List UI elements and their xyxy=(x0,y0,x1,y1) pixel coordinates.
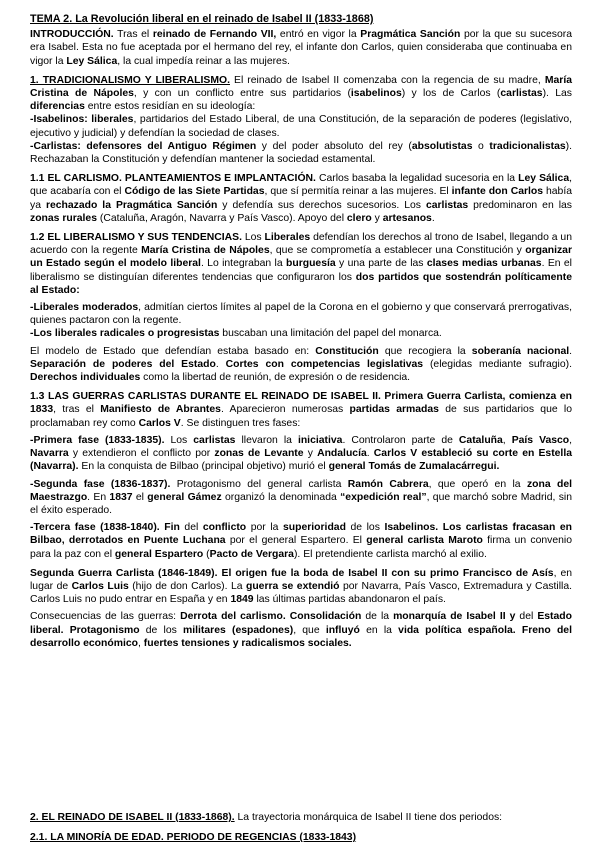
bold-text: Ley Sálica xyxy=(66,55,118,67)
text: en la xyxy=(359,624,399,636)
bold-text: Carlos Luis xyxy=(71,580,129,592)
section-1-2-paragraph xyxy=(30,231,572,297)
section-2-paragraph xyxy=(30,811,572,824)
text: como la libertad de reunión, de expresión o de residencia. xyxy=(140,372,411,384)
progresistas-item xyxy=(30,327,572,340)
text: y defendía sus derechos sucesorios. Los xyxy=(217,199,426,211)
section-1-3-paragraph xyxy=(30,390,572,430)
text: llevaron la xyxy=(235,434,298,446)
bold-text: -Tercera fase (1838-1840). Fin xyxy=(30,522,180,534)
bold-text: dos partidos que sostendrán políticamente al Estado: xyxy=(30,271,573,296)
section-1-heading: 1. TRADICIONALISMO Y LIBERALISMO. xyxy=(30,74,230,86)
text: El modelo de Estado que defendían estaba basado en: xyxy=(30,345,316,357)
bold-text: -Los liberales radicales o progresistas xyxy=(30,328,220,340)
text: por el general Espartero. El xyxy=(225,535,367,547)
text: de la xyxy=(361,611,394,623)
bold-text: 1833 xyxy=(30,404,54,416)
text: de sus partidarios que lo proclamaban rey como xyxy=(30,404,572,429)
bold-text: tradicionalistas xyxy=(489,140,566,152)
bold-text: 1837 xyxy=(109,491,133,503)
text: Carlos basaba la legalidad sucesoria en la xyxy=(315,173,519,185)
bold-text: partidas armadas xyxy=(349,404,439,416)
text: . En el liberalismo se distinguían diferentes tendencias que configuraron los xyxy=(30,258,572,283)
text: , la cual impedía reinar a las mujeres. xyxy=(117,55,290,67)
bold-text: María Cristina de Nápoles xyxy=(141,245,270,257)
bold-text: monarquía de Isabel II y xyxy=(393,611,516,623)
bold-text: 1849 xyxy=(230,594,254,606)
text: ( xyxy=(203,548,210,560)
text: Protagonismo del general carlista xyxy=(170,478,348,490)
text: el xyxy=(132,491,148,503)
text: que recogiera la xyxy=(378,345,472,357)
text: firma un convenio para la paz con el xyxy=(30,535,572,560)
bold-text: Segunda Guerra Carlista (1846-1849). xyxy=(30,567,218,579)
bold-text: Cataluña xyxy=(458,434,503,446)
text: por la que su sucesora era Isabel. Esta no fue aceptada por el hermano del rey, el infante don Carlos, quien consideraba que continuaba en vigor la xyxy=(30,29,572,67)
text: El reinado de Isabel II comenzaba con la regencia de su madre, xyxy=(229,74,545,86)
text: del xyxy=(515,611,538,623)
bold-text: militares (espadones) xyxy=(183,624,294,636)
intro-heading: INTRODUCCIÓN. xyxy=(30,29,114,41)
text: , que marchó sobre Madrid, sin el éxito esperado. xyxy=(30,491,572,516)
bold-text: Estado liberal. Protagonismo xyxy=(30,611,572,636)
bold-text: guerra se extendió xyxy=(245,580,340,592)
bold-text: País Vasco xyxy=(511,434,570,446)
bold-text: Derrota del carlismo. Consolidación xyxy=(180,611,362,623)
bold-text: Ley Sálica xyxy=(518,173,570,185)
bold-text: Isabelinos. Los carlistas fracasan en Bilbao, derrotados en Puente Luchana xyxy=(30,522,572,547)
text: Tras el xyxy=(113,29,153,41)
section-1-3-heading: 1.3 LAS GUERRAS CARLISTAS DURANTE EL REINADO DE ISABEL II. Primera Guerra Carlista, comienza en xyxy=(30,391,572,403)
section-1-1-paragraph xyxy=(30,172,572,225)
document-page xyxy=(30,13,572,650)
text: por la xyxy=(246,522,283,534)
bold-text: carlistas xyxy=(425,199,469,211)
segunda-guerra-paragraph xyxy=(30,567,572,607)
bold-text: Constitución xyxy=(315,345,379,357)
text: ). El pretendiente carlista marchó al exilio. xyxy=(293,548,487,560)
bold-text: influyó xyxy=(325,624,360,636)
bold-text: fuertes tensiones y radicalismos sociales. xyxy=(143,637,352,649)
bold-text: artesanos xyxy=(382,212,432,224)
bold-text: -Liberales moderados xyxy=(30,302,139,314)
bold-text: Navarra xyxy=(30,448,69,460)
text: . xyxy=(215,358,226,370)
text: . Se distinguen tres fases: xyxy=(180,417,301,429)
bold-text: María Cristina de Nápoles xyxy=(30,74,572,100)
section-1-2-heading: 1.2 EL LIBERALISMO Y SUS TENDENCIAS. xyxy=(30,232,242,244)
text: Los xyxy=(241,232,265,244)
text: . xyxy=(366,448,374,460)
text: , xyxy=(137,637,144,649)
text: . Aparecieron numerosas xyxy=(220,404,350,416)
section-2-1-heading-line xyxy=(30,831,572,844)
text: o xyxy=(472,140,490,152)
bold-text: Liberales xyxy=(264,232,311,244)
bold-text: organizar un Estado según el modelo liberal xyxy=(30,245,572,270)
bold-text: Carlos V xyxy=(138,417,181,429)
bold-text: superioridad xyxy=(282,522,346,534)
text: ). Las xyxy=(542,88,572,100)
bold-text: -Carlistas: defensores del Antiguo Régimen xyxy=(30,140,257,152)
text: , que sí permitía reinar a las mujeres. El xyxy=(264,186,452,198)
text: defendían los derechos al trono de Isabel, llegando a un acuerdo con la regente xyxy=(30,232,572,257)
bold-text: soberanía nacional xyxy=(471,345,570,357)
bold-text: absolutistas xyxy=(411,140,473,152)
text: organizó la denominada xyxy=(221,491,341,503)
bold-text: Separación de poderes del Estado xyxy=(30,358,216,370)
text: , que se comprometía a establecer una Constitución y xyxy=(269,245,526,257)
bold-text: rechazado la Pragmática Sanción xyxy=(45,199,218,211)
tercera-fase-item xyxy=(30,521,572,561)
text: ) y los de Carlos ( xyxy=(401,88,501,100)
text: . Lo integraban la xyxy=(200,258,286,270)
text: , y con un conflicto entre sus partidarios ( xyxy=(133,88,351,100)
text: entre estos residían en su ideología: xyxy=(84,101,256,113)
carlistas-item xyxy=(30,140,572,166)
bold-text: Código de las Siete Partidas xyxy=(124,186,265,198)
bold-text: Cortes con competencias legislativas xyxy=(225,358,424,370)
bold-text: zonas de Levante xyxy=(214,448,304,460)
bold-text: Carlos V estableció su corte en Estella (Navarra). xyxy=(30,448,572,473)
bold-text: carlistas xyxy=(500,88,543,100)
bold-text: zona del Maestrazgo xyxy=(30,478,572,503)
bold-text: Pragmática Sanción xyxy=(360,29,461,41)
isabelinos-item xyxy=(30,113,572,139)
bold-text: -Segunda fase (1836-1837). xyxy=(30,478,171,490)
bold-text: infante don Carlos xyxy=(451,186,544,198)
moderados-item xyxy=(30,301,572,327)
text: (Cataluña, Aragón, Navarra y País Vasco). Apoyo del xyxy=(97,212,347,224)
text: Los xyxy=(164,434,194,446)
text: , partidarios del Estado Liberal, de una Constitución, de la separación de poderes (legislativo, ejecutivo y judicial) y defendían la sociedad de clases. xyxy=(30,114,572,139)
consecuencias-paragraph xyxy=(30,610,572,650)
bold-text: burguesía xyxy=(286,258,336,270)
text: La trayectoria monárquica de Isabel II tiene dos periodos: xyxy=(234,812,503,823)
text: ). Rechazaban la Constitución y defendían mantener la sociedad estamental. xyxy=(30,140,572,166)
bold-text: iniciativa xyxy=(297,434,343,446)
text: buscaban una limitación del papel del monarca. xyxy=(219,328,442,340)
bold-text: conflicto xyxy=(202,522,247,534)
text: . xyxy=(431,212,435,224)
text: por Navarra, País Vasco, Extremadura y Castilla. Carlos Luis no pudo entrar en España y en xyxy=(30,580,573,606)
text: , en lugar de xyxy=(30,567,573,592)
intro-paragraph xyxy=(30,28,572,68)
document-title: TEMA 2. La Revolución liberal en el reinado de Isabel II (1833-1868) xyxy=(30,13,374,25)
bold-text: carlistas xyxy=(193,434,236,446)
text: y extendieron el conflicto por xyxy=(68,448,215,460)
text: y xyxy=(303,448,318,460)
text: , xyxy=(502,434,512,446)
section-2-heading: 2. EL REINADO DE ISABEL II (1833-1868). xyxy=(30,812,235,823)
text: y del poder absoluto del rey ( xyxy=(256,140,412,152)
bold-text: Ramón Cabrera xyxy=(347,478,429,490)
text: entró en vigor la xyxy=(276,29,361,41)
primera-fase-item xyxy=(30,434,572,474)
text: , admitían ciertos límites al papel de la Corona en el gobierno y que conservará prerrogativas, quienes pactaron con la regente. xyxy=(30,302,572,327)
segunda-fase-item xyxy=(30,478,572,518)
bold-text: zonas rurales xyxy=(30,212,97,224)
text: . Controlaron parte de xyxy=(342,434,459,446)
text: , que acabaría con el xyxy=(30,173,572,198)
text: Consecuencias de las guerras: xyxy=(30,611,181,623)
bold-text: -Primera fase (1833-1835). xyxy=(30,434,165,446)
section-2-1-heading: 2.1. LA MINORÍA DE EDAD. PERIODO DE REGENCIAS (1833-1843) xyxy=(30,832,357,843)
bold-text: -Isabelinos: liberales xyxy=(30,114,134,126)
bold-text: general Tomás de Zumalacárregui. xyxy=(328,461,500,473)
bold-text: isabelinos xyxy=(350,88,402,100)
text: predominaron en las xyxy=(468,199,572,211)
bold-text: Derechos individuales xyxy=(30,372,141,384)
text: , que operó en la xyxy=(428,478,527,490)
bold-text: clases medias urbanas xyxy=(426,258,542,270)
bold-text: “expedición real” xyxy=(340,491,427,503)
text: de los xyxy=(345,522,385,534)
text: , que xyxy=(293,624,326,636)
bold-text: general carlista Maroto xyxy=(366,535,483,547)
text: y una parte de las xyxy=(335,258,427,270)
bold-text: reinado de Fernando VII, xyxy=(152,29,277,41)
bold-text: general Gámez xyxy=(147,491,222,503)
bold-text: Andalucía xyxy=(317,448,367,460)
bold-text: general Espartero xyxy=(114,548,204,560)
text: . xyxy=(569,345,573,357)
bold-text: clero xyxy=(346,212,372,224)
text: , tras el xyxy=(53,404,101,416)
bold-text: El origen fue la boda de Isabel II con su primo Francisco de Asís xyxy=(221,567,554,579)
bold-text: diferencias xyxy=(30,101,85,113)
bold-text: Manifiesto de Abrantes xyxy=(100,404,221,416)
text: En la conquista de Bilbao (principal objetivo) murió el xyxy=(78,461,329,473)
text: . En xyxy=(87,491,110,503)
estado-model-paragraph xyxy=(30,345,572,385)
section-1-1-heading: 1.1 EL CARLISMO. PLANTEAMIENTOS E IMPLANTACIÓN. xyxy=(30,173,316,185)
text: había ya xyxy=(30,186,572,211)
text: y xyxy=(371,212,383,224)
text: (hijo de don Carlos). La xyxy=(128,580,246,592)
text: del xyxy=(179,522,203,534)
section-1-paragraph xyxy=(30,74,572,114)
text: , xyxy=(569,434,573,446)
text: de los xyxy=(139,624,184,636)
bold-text: vida política española. Freno del desarrollo económico xyxy=(30,624,572,649)
bold-text: Pacto de Vergara xyxy=(209,548,294,560)
text: las últimas partidas abandonaron el país. xyxy=(253,594,446,606)
text: (elegidas mediante sufragio). xyxy=(423,358,572,370)
